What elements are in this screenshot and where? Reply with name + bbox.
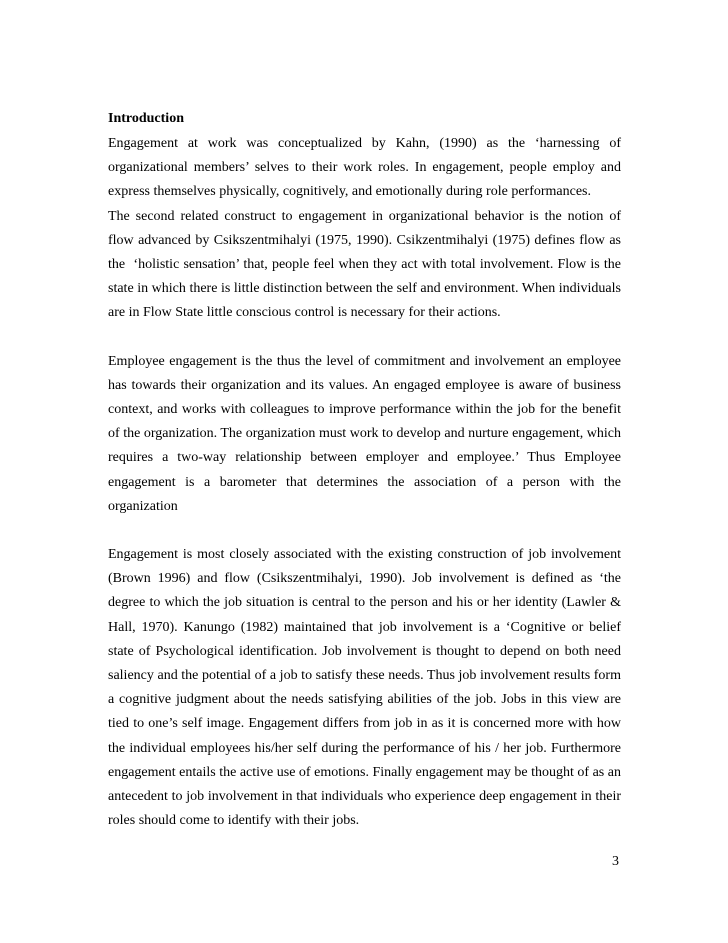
paragraph-kahn-definition: Engagement at work was conceptualized by Kahn, (1990) as the ‘harnessing of organizational members’ selves to their work roles. In engagement, people employ and express themselves physically, cognitively, and emotionally during role performances. [108,136,621,200]
paragraph-job-involvement: Engagement is most closely associated with the existing construction of job involvement (Brown 1996) and flow (Csikszentmihalyi, 1990). Job involvement is defined as ‘the degree to which the job situation is central to the person and his or her identity (Lawler & Hall, 1970). Kanungo (1982) maintained that job involvement is a ‘Cognitive or belief state of Psychological identification. Job involvement is thought to depend on both need saliency and the potential of a job to satisfy these needs. Thus job involvement results form a cognitive judgment about the needs satisfying abilities of the job. Jobs in this view are tied to one’s self image. Engagement differs from job in as it is concerned more with how the individual employees his/her self during the performance of his / her job. Furthermore engagement entails the active use of emotions. Finally engagement may be thought of as an antecedent to job involvement in that individuals who experience deep engagement in their roles should come to identify with their jobs. [108,547,621,829]
paragraph-employee-engagement: Employee engagement is the thus the level of commitment and involvement an employee has towards their organization and its values. An engaged employee is aware of business context, and works with colleagues to improve performance within the job for the benefit of the organization. The organization must work to develop and nurture engagement, which requires a two-way relationship between employer and employee.’ Thus Employee engagement is a barometer that determines the association of a person with the organization [108,353,621,514]
document-body [108,109,621,833]
paragraph-spacer [108,326,621,350]
section-heading: Introduction [108,111,184,126]
page-number: 3 [612,854,619,869]
paragraph-spacer [108,519,621,543]
paragraph-flow-construct: The second related construct to engagement in organizational behavior is the notion of flow advanced by Csikszentmihalyi (1975, 1990). Csikzentmihalyi (1975) defines flow as the ‘holistic sensation’ that, people feel when they act with total involvement. Flow is the state in which there is little distinction between the self and environment. When individuals are in Flow State little conscious control is necessary for their actions. [108,208,621,321]
